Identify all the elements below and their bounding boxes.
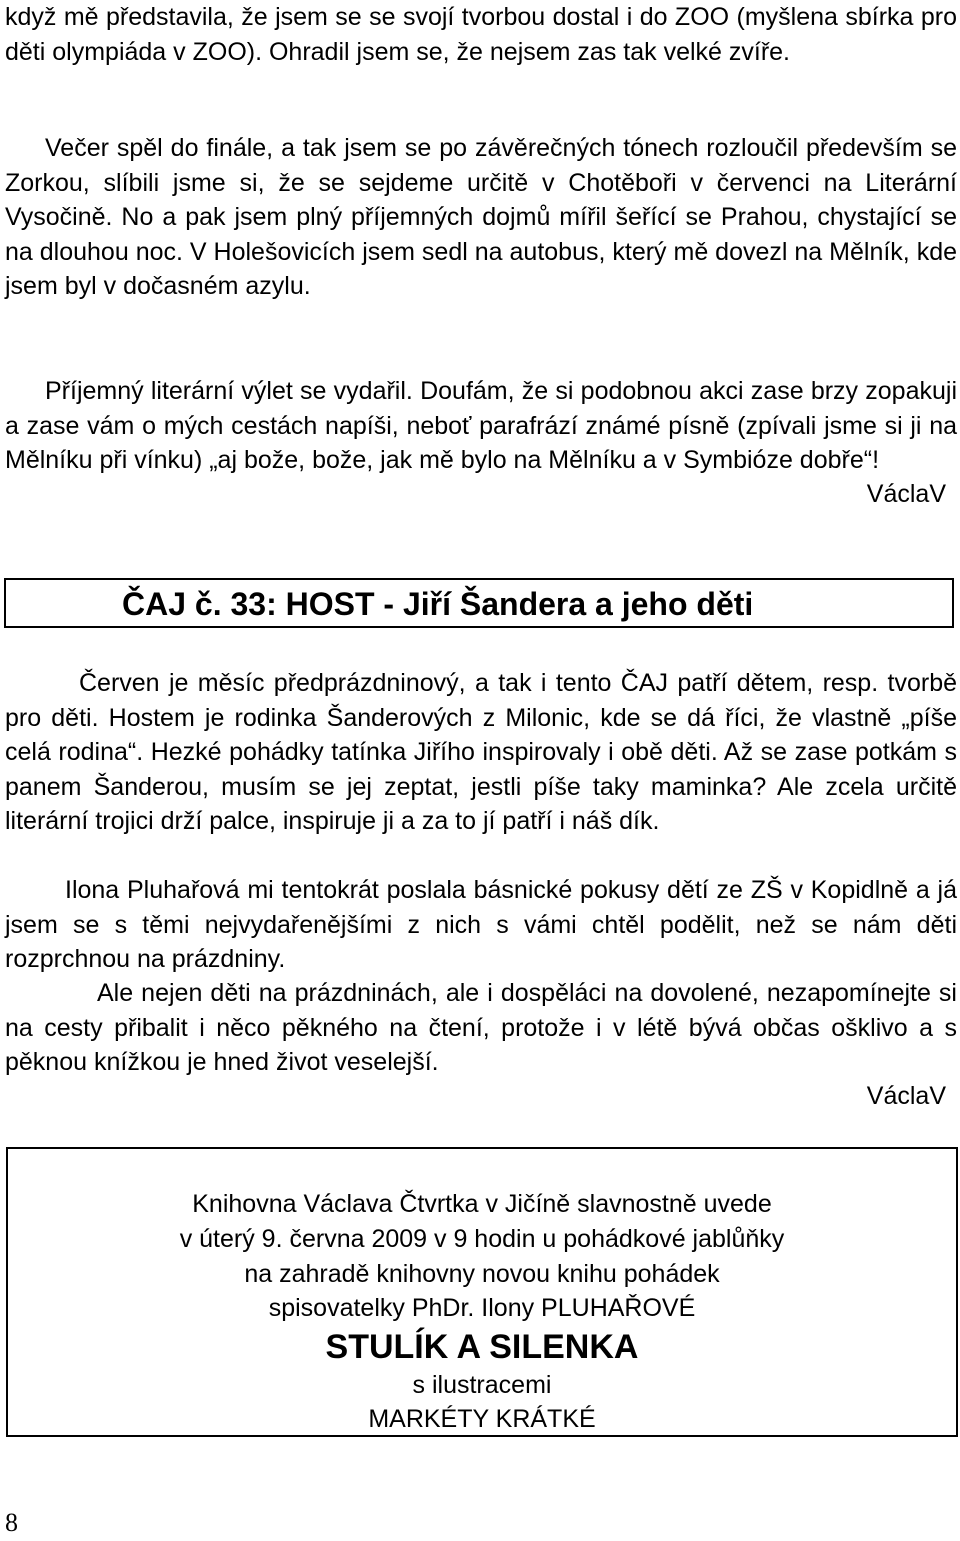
announcement-line-3: na zahradě knihovny novou knihu pohádek — [244, 1260, 720, 1288]
book-title: STULÍK A SILENKA — [325, 1328, 639, 1366]
article1-signature: VáclaV — [866, 480, 946, 508]
book-launch-announcement — [6, 1147, 958, 1437]
article2-signature: VáclaV — [866, 1082, 946, 1110]
article2-paragraph-2: Ilona Pluhařová mi tentokrát poslala básnické pokusy dětí ze ZŠ v Kopidlně a já jsem se s těmi nejvydařenějšími z nich s vámi chtěl podělit, než se nám děti rozprchnou na prázdniny. — [5, 876, 957, 973]
announcement-line-4: spisovatelky PhDr. Ilony PLUHAŘOVÉ — [268, 1294, 696, 1322]
article2-title: ČAJ č. 33: HOST - Jiří Šandera a jeho děti — [122, 586, 754, 622]
announcement-line-2: v úterý 9. června 2009 v 9 hodin u pohádkové jablůňky — [179, 1225, 785, 1253]
page-number: 8 — [5, 1508, 18, 1537]
announcement-line-5: s ilustracemi — [412, 1371, 552, 1399]
announcement-line-1: Knihovna Václava Čtvrtka v Jičíně slavnostně uvede — [192, 1190, 772, 1218]
article2-title-box — [4, 578, 954, 628]
announcement-line-6: MARKÉTY KRÁTKÉ — [368, 1405, 596, 1433]
article1-paragraph-3: Příjemný literární výlet se vydařil. Doufám, že si podobnou akci zase brzy zopakuji a zase vám o mých cestách napíši, neboť parafrází známé písně (zpívali jsme si ji na Mělníku při vínku) „aj bože, bože, jak mě bylo na Mělníku a v Symbióze dobře“! — [5, 377, 957, 474]
article2-paragraph-3: Ale nejen děti na prázdninách, ale i dospěláci na dovolené, nezapomínejte si na cesty přibalit i něco pěkného na čtení, protože i v létě bývá občas ošklivo a s pěknou knížkou je hned život veselejší. — [5, 979, 957, 1076]
article1-paragraph-1: když mě představila, že jsem se se svojí tvorbou dostal i do ZOO (myšlena sbírka pro děti olympiáda v ZOO). Ohradil jsem se, že nejsem zas tak velké zvíře. — [5, 3, 957, 66]
article2-paragraph-1: Červen je měsíc předprázdninový, a tak i tento ČAJ patří dětem, resp. tvorbě pro děti. Hostem je rodinka Šanderových z Milonic, kde se dá říci, že vlastně „píše celá rodina“. Hezké pohádky tatínka Jiřího inspirovaly i obě děti. Až se zase potkám s panem Šanderou, musím se jej zeptat, jestli píše taky maminka? Ale zcela určitě literární trojici drží palce, inspiruje ji a za to jí patří i náš dík. — [5, 669, 957, 835]
article1-paragraph-2: Večer spěl do finále, a tak jsem se po závěrečných tónech rozloučil především se Zorkou, slíbili jsme si, že se sejdeme určitě v Chotěboři v červenci na Literární Vysočině. No a pak jsem plný příjemných dojmů mířil šeřící se Prahou, chystající se na dlouhou noc. V Holešovicích jsem sedl na autobus, který mě dovezl na Mělník, kde jsem byl v dočasném azylu. — [5, 134, 957, 300]
